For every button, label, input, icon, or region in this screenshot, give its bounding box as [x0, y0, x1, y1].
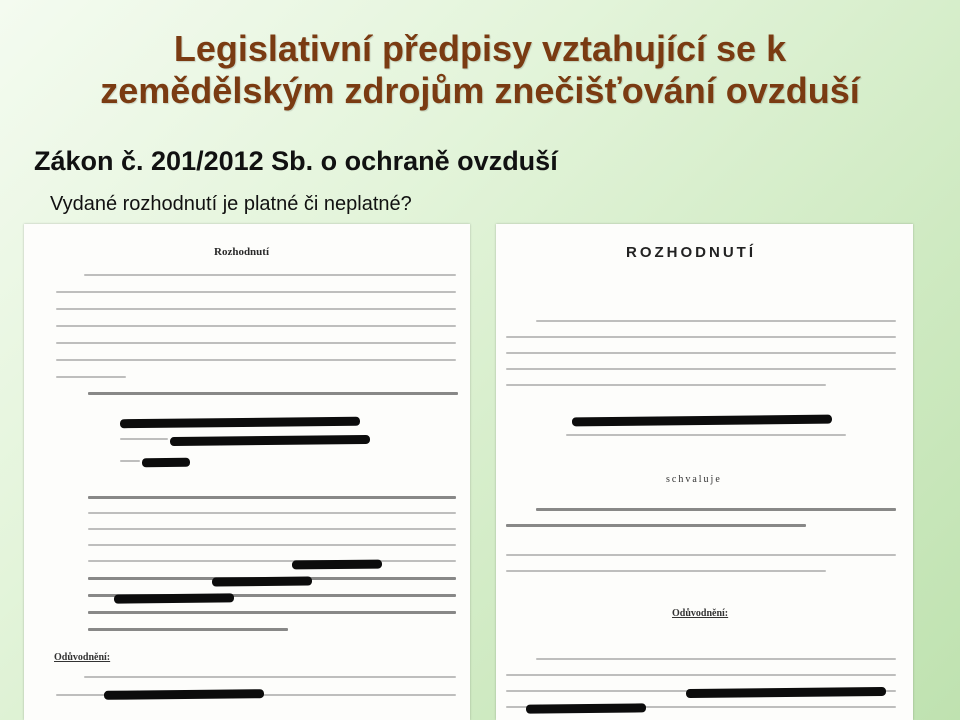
right-scan-section-heading: Odůvodnění: [672, 608, 729, 619]
scan-text-line [56, 308, 456, 310]
redaction-bar [686, 687, 886, 698]
scan-text-line [120, 438, 168, 440]
scan-text-line [536, 508, 896, 511]
redaction-bar [114, 593, 234, 603]
right-decision-scan [496, 224, 913, 720]
redaction-bar [104, 689, 264, 700]
scan-text-line [566, 434, 846, 436]
scan-text-line [56, 325, 456, 327]
scan-text-line [88, 528, 456, 530]
left-scan-heading: Rozhodnutí [214, 246, 270, 258]
scan-text-line [56, 376, 126, 378]
scan-text-line [88, 496, 456, 499]
scan-text-line [88, 628, 288, 631]
scan-text-line [56, 359, 456, 361]
redaction-bar [526, 703, 646, 713]
scan-text-line [84, 274, 456, 276]
redaction-bar [170, 435, 370, 446]
scan-text-line [88, 512, 456, 514]
right-scan-heading: ROZHODNUTÍ [626, 244, 756, 261]
scan-text-line [506, 674, 896, 676]
scan-text-line [56, 342, 456, 344]
scan-text-line [88, 544, 456, 546]
slide-title [0, 28, 960, 112]
scan-text-line [506, 352, 896, 354]
right-scan-approve-heading: schvaluje [666, 474, 722, 485]
scan-text-line [506, 336, 896, 338]
scan-text-line [88, 611, 456, 614]
scan-text-line [506, 524, 806, 527]
left-decision-scan [24, 224, 470, 720]
redaction-bar [142, 458, 190, 468]
slide-title-line2: zemědělským zdrojům znečišťování ovzduší [100, 70, 860, 111]
left-scan-section-heading: Odůvodnění: [54, 652, 111, 663]
question-text: Vydané rozhodnutí je platné či neplatné? [50, 193, 412, 215]
scan-text-line [88, 392, 458, 395]
scan-text-line [56, 291, 456, 293]
scan-text-line [506, 384, 826, 386]
scan-text-line [506, 570, 826, 572]
redaction-bar [572, 415, 832, 427]
redaction-bar [120, 417, 360, 429]
scan-text-line [536, 320, 896, 322]
scan-text-line [506, 368, 896, 370]
law-subtitle: Zákon č. 201/2012 Sb. o ochraně ovzduší [34, 146, 558, 176]
scan-text-line [506, 554, 896, 556]
scan-text-line [88, 560, 456, 562]
redaction-bar [212, 576, 312, 586]
scan-text-line [536, 658, 896, 660]
redaction-bar [292, 560, 382, 570]
scan-text-line [120, 460, 140, 462]
scan-text-line [84, 676, 456, 678]
slide-title-line1: Legislativní předpisy vztahující se k [173, 28, 787, 69]
